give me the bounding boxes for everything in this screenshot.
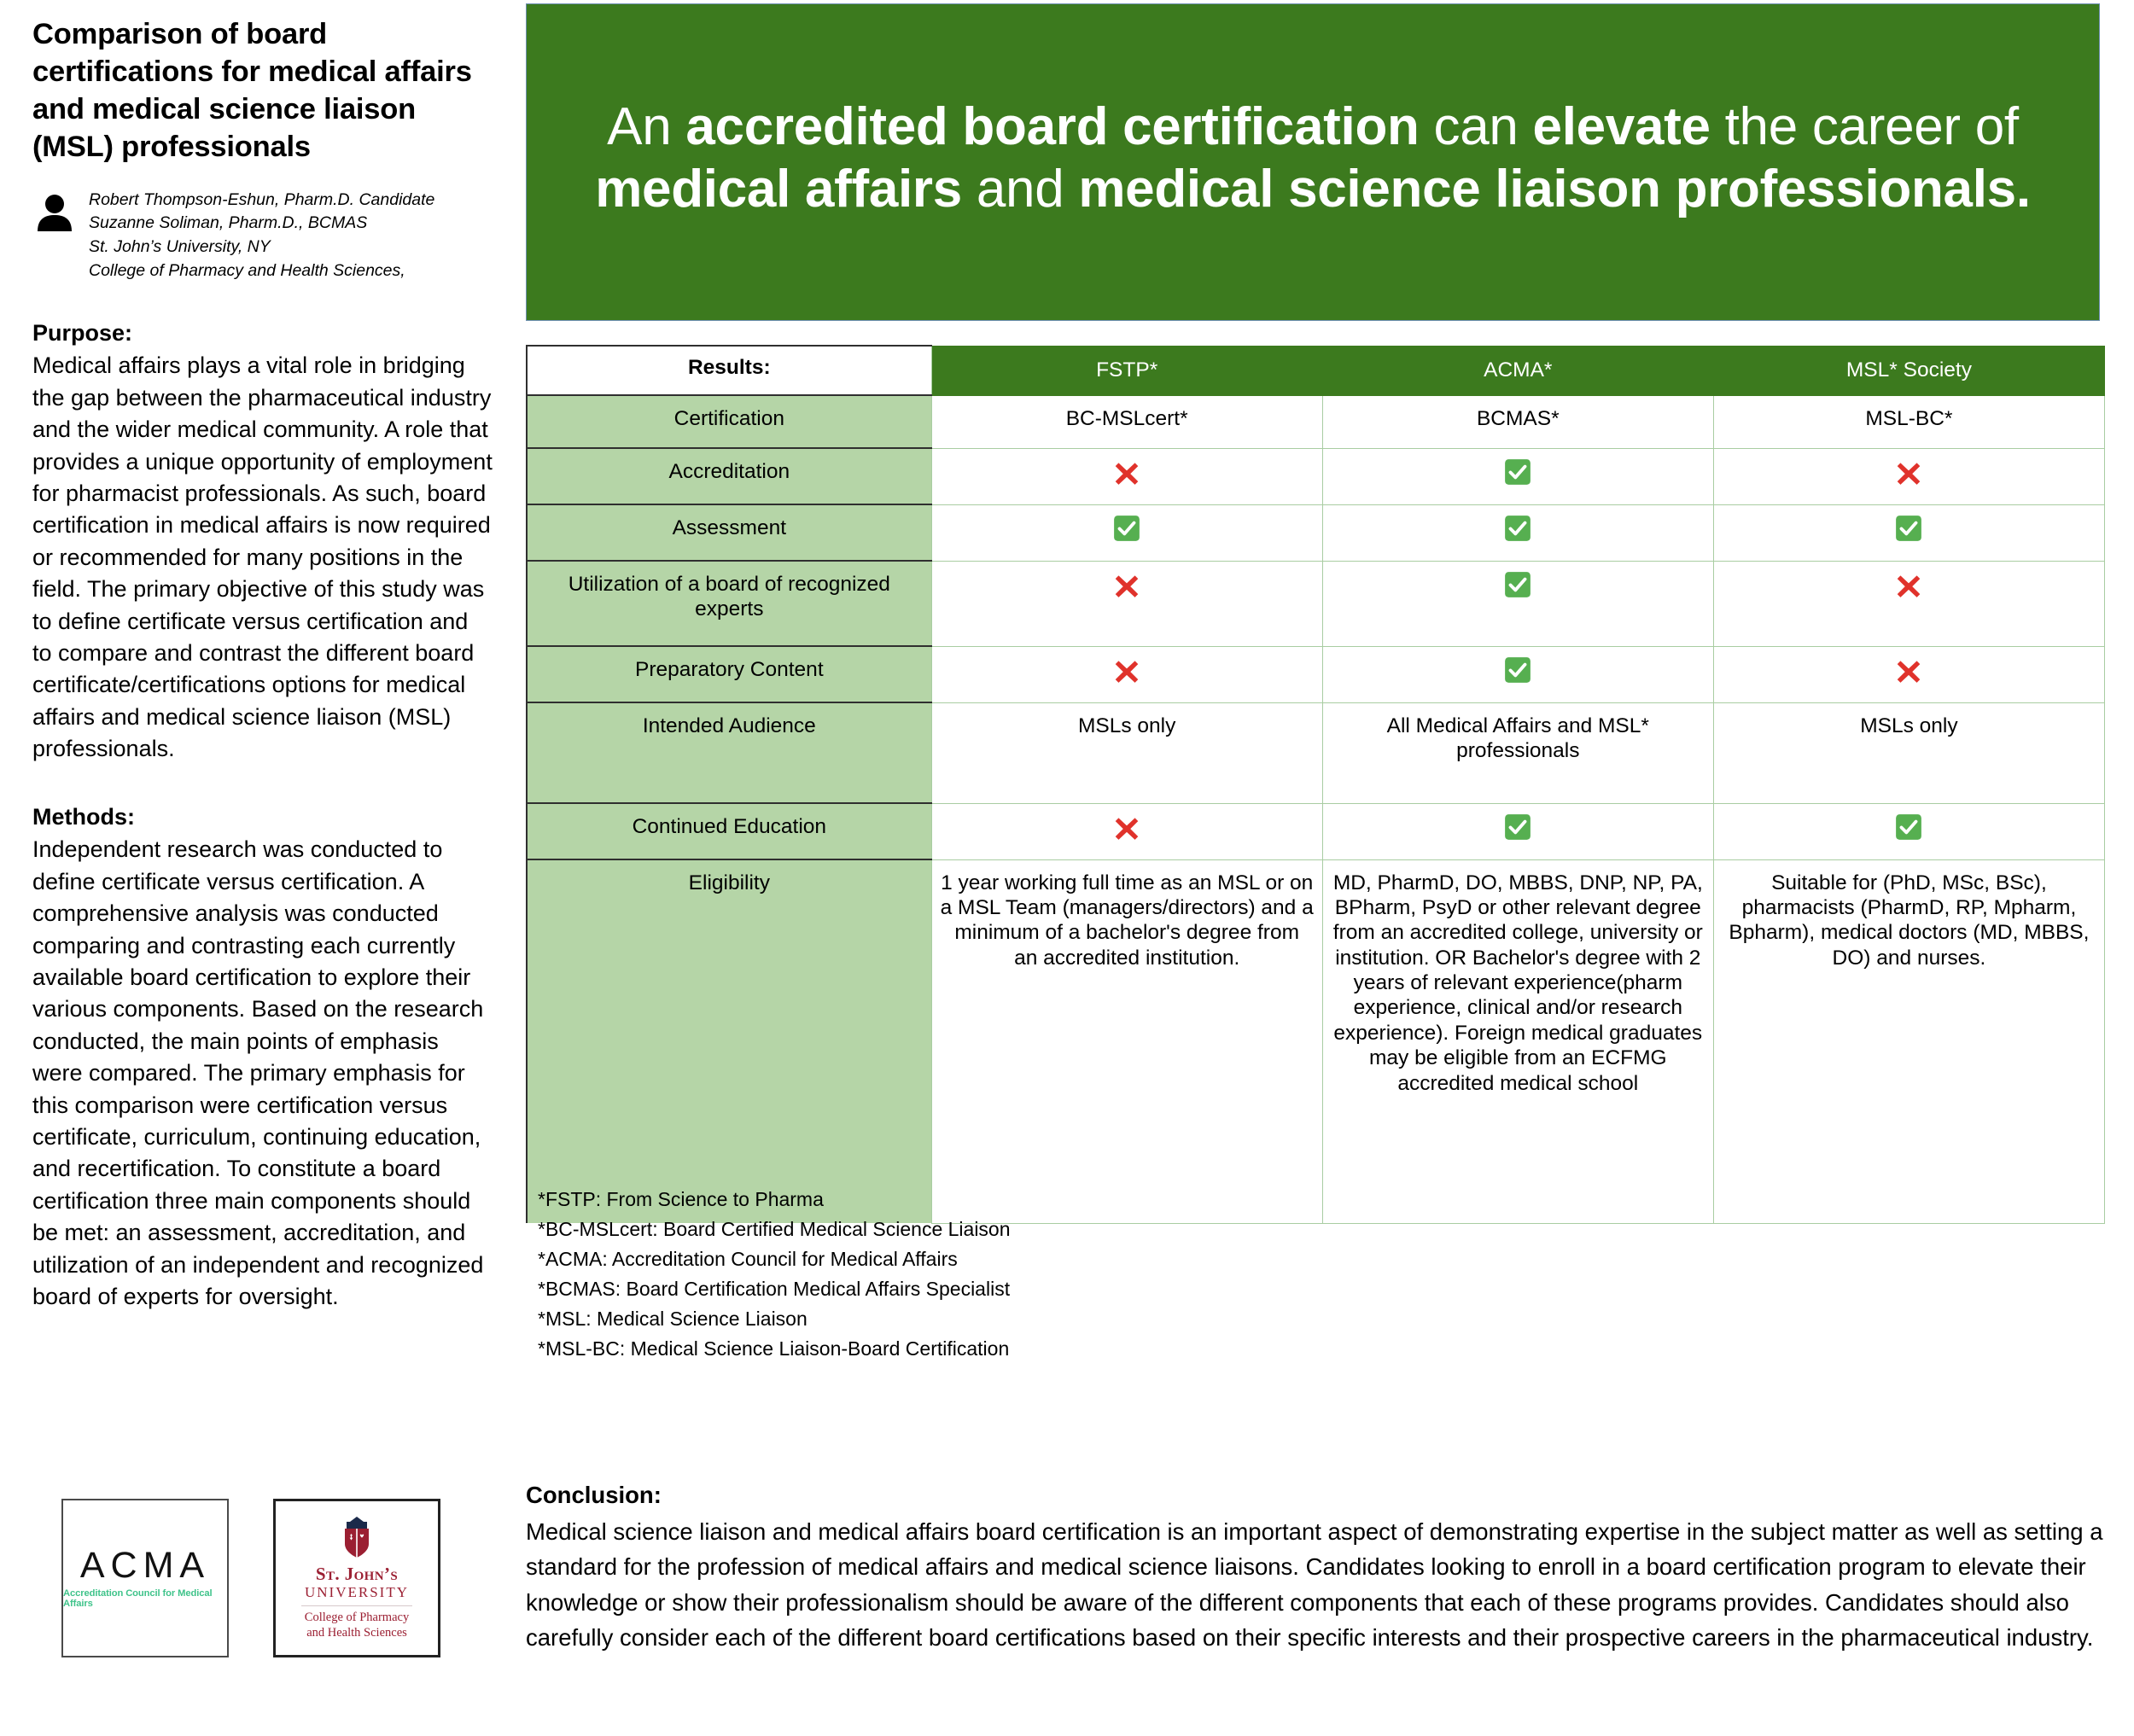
row-label: Preparatory Content [527,646,931,702]
check-icon [1503,655,1532,684]
conclusion-section [526,1482,2115,1655]
footnote-line: *ACMA: Accreditation Council for Medical Affairs [538,1247,958,1270]
headline-banner [526,3,2100,321]
purpose-section [32,320,493,765]
table-cell [931,504,1322,561]
table-cell [1322,803,1713,859]
headline-plain: the career of [1710,97,2019,157]
column-header-1: FSTP* [931,346,1322,395]
table-cell [931,561,1322,646]
table-cell: MSLs only [1713,702,2104,803]
cross-icon [1894,655,1923,684]
person-icon [38,189,75,236]
table-row [527,448,2105,504]
row-label: Intended Audience [527,702,931,803]
footnote-line: *MSL: Medical Science Liaison [538,1307,808,1330]
cross-icon [1112,813,1141,842]
table-row [527,859,2105,1223]
table-cell [1713,504,2104,561]
purpose-body: Medical affairs plays a vital role in bridging the gap between the pharmaceutical industry and the wider medical community. A role that provides a unique opportunity of employment for pharmacist professionals. As such, board certification in medical affairs is now required or recommended for many positions in the field. The primary objective of this study was to define certificate versus certification and to compare and contrast the different board certificate/certifications options for medical affairs and medical science liaison (MSL) professionals. [32,352,493,762]
acma-logo-letters: ACMA [79,1545,211,1586]
methods-body: Independent research was conducted to define certificate versus certification. A comprehensive analysis was conducted comparing and contrasting each currently available board certification to explore their various components. Based on the research conducted, the main points of emphasis were compared. The primary emphasis for this comparison were certification versus certificate, curriculum, continuing education, and recertification. To constitute a board certification three main components should be met: an assessment, accreditation, and utilization of an independent and recognized board of experts for oversight. [32,836,484,1309]
table-row [527,561,2105,646]
column-header-3: MSL* Society [1713,346,2104,395]
results-label-header: Results: [527,346,931,395]
headline-emphasis: accredited board certification [685,97,1420,157]
table-cell [1322,448,1713,504]
table-body [527,346,2105,1223]
table-cell: BCMAS* [1322,395,1713,448]
methods-section [32,804,493,1313]
cross-icon [1112,457,1141,486]
conclusion-heading: Conclusion: [526,1482,662,1508]
table-row [527,702,2105,803]
table-cell [1322,646,1713,702]
headline-emphasis: medical affairs [595,160,962,218]
headline-emphasis: medical science liaison professionals. [1078,160,2031,218]
sju-university: UNIVERSITY [305,1584,409,1601]
shield-crest-icon [338,1515,376,1561]
headline-plain: can [1419,97,1533,157]
sju-name: St. John’s [315,1564,399,1585]
footnote-line: *BC-MSLcert: Board Certified Medical Science Liaison [538,1217,1011,1240]
check-icon [1503,457,1532,486]
check-icon [1503,570,1532,599]
page-title: Comparison of board certifications for medical affairs and medical science liaison (MSL) professionals [32,18,472,164]
check-icon [1503,813,1532,842]
acma-logo-subtitle: Accreditation Council for Medical Affairs [63,1588,213,1609]
table-cell [1713,561,2104,646]
author-list [89,189,434,283]
row-label: Accreditation [527,448,931,504]
divider [301,1605,412,1606]
cross-icon [1894,570,1923,599]
sju-college-line1: College of Pharmacy [304,1611,410,1625]
table-cell: All Medical Affairs and MSL* professionals [1322,702,1713,803]
table-header-row [527,346,2105,395]
footnote-line: *FSTP: From Science to Pharma [538,1188,824,1210]
author-line: College of Pharmacy and Health Sciences, [89,260,405,280]
table-row [527,803,2105,859]
cross-icon [1894,457,1923,486]
headline-text [574,96,2051,220]
author-line: Suzanne Soliman, Pharm.D., BCMAS [89,213,368,233]
table-cell: MSLs only [931,702,1322,803]
footnote-line: *MSL-BC: Medical Science Liaison-Board Certification [538,1337,1010,1360]
table-cell: 1 year working full time as an MSL or on a MSL Team (managers/directors) and a minimum of a bachelor's degree from an accredited institution. [931,859,1322,1223]
cross-icon [1112,570,1141,599]
table-row [527,646,2105,702]
check-icon [1112,514,1141,543]
row-label: Assessment [527,504,931,561]
table-row [527,395,2105,448]
row-label: Utilization of a board of recognized experts [527,561,931,646]
table-cell [1713,448,2104,504]
table-cell [931,646,1322,702]
conclusion-body: Medical science liaison and medical affairs board certification is an important aspect of demonstrating expertise in the subject matter as well as setting a standard for the profession of medical affairs and medical science liaisons. Candidates looking to enroll in a board certification program to elevate their knowledge or show their professionalism should be aware of the different components that each of these programs provides. Candidates should also carefully consider each of the different board certifications based on their specific interests and their prospective careers in the pharmaceutical industry. [526,1518,2103,1651]
check-icon [1894,813,1923,842]
sju-college [305,1611,409,1640]
table-cell [1322,504,1713,561]
table-cell [1713,803,2104,859]
table-cell: MSL-BC* [1713,395,2104,448]
table-cell [931,803,1322,859]
table-cell: MD, PharmD, DO, MBBS, DNP, NP, PA, BPharm, PsyD or other relevant degree from an accredited college, university or institution. OR Bachelor's degree with 2 years of relevant experience(pharm experience, clinical and/or research experience). Foreign medical graduates may be eligible from an ECFMG accredited medical school [1322,859,1713,1223]
headline-plain: An [607,97,686,157]
headline-plain: and [961,160,1079,218]
methods-heading: Methods: [32,804,135,830]
row-label: Eligibility [527,859,931,1223]
sju-college-line2: and Health Sciences [306,1626,407,1640]
column-header-2: ACMA* [1322,346,1713,395]
table-cell [1322,561,1713,646]
acma-logo [61,1499,229,1657]
table-cell: BC-MSLcert* [931,395,1322,448]
table-row [527,504,2105,561]
st-johns-university-logo [273,1499,440,1657]
check-icon [1894,514,1923,543]
author-line: Robert Thompson-Eshun, Pharm.D. Candidate [89,189,435,209]
row-label: Certification [527,395,931,448]
results-comparison-table [526,345,2105,1224]
author-line: St. John’s University, NY [89,237,271,256]
table-cell [931,448,1322,504]
row-label: Continued Education [527,803,931,859]
left-column [0,0,519,1736]
cross-icon [1112,655,1141,684]
logo-row [61,1499,440,1657]
abbreviation-footnotes [538,1185,1391,1364]
purpose-heading: Purpose: [32,320,133,347]
footnote-line: *BCMAS: Board Certification Medical Affairs Specialist [538,1277,1011,1300]
table-cell: Suitable for (PhD, MSc, BSc), pharmacists (PharmD, RP, Mpharm, Bpharm), medical doctors (MD, MBBS, DO) and nurses. [1713,859,2104,1223]
author-block [38,189,493,283]
check-icon [1503,514,1532,543]
headline-emphasis: elevate [1532,97,1711,157]
table-cell [1713,646,2104,702]
